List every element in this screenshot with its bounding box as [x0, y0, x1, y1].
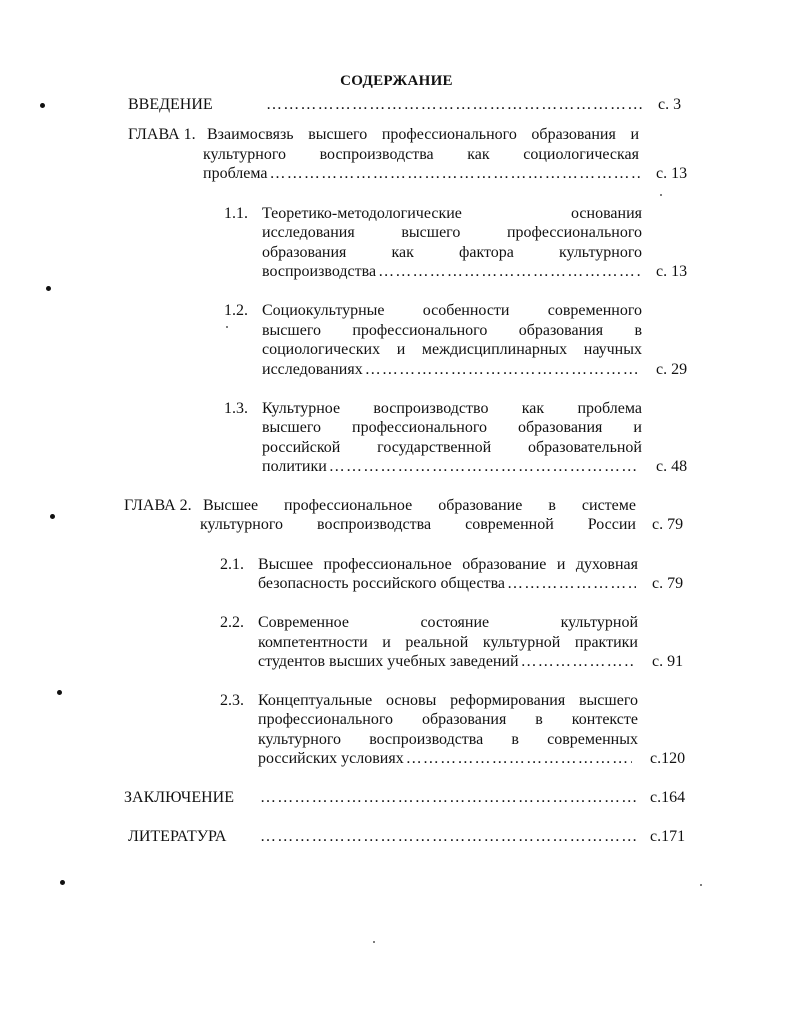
- section-title-line: политики: [262, 458, 327, 475]
- scan-mark: [57, 690, 62, 695]
- dot-leader: [260, 788, 636, 808]
- toc-entry-label: ЗАКЛЮЧЕНИЕ: [124, 789, 234, 806]
- toc-page-number: с. 13: [656, 165, 688, 182]
- dot-leader: [329, 457, 640, 477]
- toc-page-number: с. 3: [658, 96, 682, 113]
- toc-page-number: с. 48: [656, 458, 688, 475]
- toc-page-number: с.164: [650, 789, 686, 806]
- chapter-title-line: культурного воспроизводства современной России: [200, 516, 636, 533]
- section-title-last-line: [258, 652, 638, 672]
- toc-entry-intro: [128, 95, 648, 115]
- chapter-title-last-line: [203, 164, 643, 184]
- dot-leader: [365, 360, 640, 380]
- section-title-last-line: [262, 262, 642, 282]
- toc-page-number: с.120: [650, 750, 686, 767]
- section-title-line: российских условиях: [258, 750, 404, 767]
- section-number: 1.2.: [224, 302, 248, 319]
- dot-leader: [507, 574, 636, 594]
- dot-leader: [266, 95, 646, 115]
- chapter-title-line: Взаимосвязь высшего профессионального образования и: [207, 126, 639, 143]
- toc-page-number: с. 13: [656, 263, 688, 280]
- section-title-last-line: [258, 574, 638, 594]
- section-number: 2.1.: [220, 556, 244, 573]
- chapter-title-line: проблема: [203, 165, 268, 182]
- toc-page-number: с.171: [650, 828, 686, 845]
- section-title-last-line: [258, 749, 634, 769]
- toc-page-number: с. 79: [652, 516, 684, 533]
- section-title-line: исследования высшего профессионального: [262, 224, 642, 241]
- section-title-line: культурного воспроизводства в современных: [258, 731, 638, 748]
- chapter-title-line: Высшее профессиональное образование в системе: [203, 497, 636, 514]
- section-number: 1.3.: [224, 400, 248, 417]
- section-title-line: Концептуальные основы реформирования высшего: [258, 692, 638, 709]
- section-title-line: воспроизводства: [262, 263, 377, 280]
- toc-page-number: с. 79: [652, 575, 684, 592]
- scan-mark: [50, 514, 55, 519]
- section-title-line: Культурное воспроизводство как проблема: [262, 400, 642, 417]
- section-title-line: социологических и междисциплинарных научных: [262, 341, 642, 358]
- scan-speck: [660, 194, 662, 196]
- page-title: СОДЕРЖАНИЕ: [340, 73, 453, 89]
- toc-entry-literature: [128, 827, 638, 847]
- scan-speck: [700, 884, 702, 886]
- section-title-line: студентов высших учебных заведений: [258, 653, 519, 670]
- section-title-line: Высшее профессиональное образование и духовная: [258, 556, 638, 573]
- section-title-line: высшего профессионального образования в: [262, 322, 642, 339]
- section-title-line: Теоретико-методологические основания: [262, 205, 642, 222]
- scan-mark: [60, 880, 65, 885]
- section-title-line: российской государственной образовательной: [262, 439, 642, 456]
- section-title-last-line: [262, 457, 642, 477]
- scan-mark: [40, 103, 45, 108]
- toc-entry-label: ВВЕДЕНИЕ: [128, 96, 213, 113]
- toc-page-number: с. 91: [652, 653, 684, 670]
- section-title-line: компетентности и реальной культурной практики: [258, 634, 638, 651]
- section-title-line: профессионального образования в контексте: [258, 711, 638, 728]
- chapter-title-line: культурного воспроизводства как социологическая: [203, 146, 639, 163]
- toc-entry-label: ЛИТЕРАТУРА: [128, 828, 227, 845]
- scan-mark: [46, 286, 51, 291]
- toc-page-number: с. 29: [656, 361, 688, 378]
- chapter-number: ГЛАВА 2.: [124, 497, 192, 514]
- dot-leader: [260, 827, 636, 847]
- chapter-number: ГЛАВА 1.: [128, 126, 196, 143]
- dot-leader: [378, 262, 640, 282]
- section-number: 2.2.: [220, 614, 244, 631]
- section-title-line: образования как фактора культурного: [262, 244, 642, 261]
- scan-speck: [373, 941, 375, 943]
- scan-speck: [226, 326, 228, 328]
- section-title-line: Социокультурные особенности современного: [262, 302, 642, 319]
- section-title-last-line: [262, 360, 642, 380]
- section-number: 1.1.: [224, 205, 248, 222]
- dot-leader: [270, 164, 641, 184]
- section-title-line: безопасность российского общества: [258, 575, 506, 592]
- section-title-line: исследованиях: [262, 361, 363, 378]
- toc-entry-conclusion: [124, 788, 638, 808]
- dot-leader: [406, 749, 632, 769]
- dot-leader: [521, 652, 636, 672]
- section-number: 2.3.: [220, 692, 244, 709]
- section-title-line: Современное состояние культурной: [258, 614, 638, 631]
- section-title-line: высшего профессионального образования и: [262, 419, 642, 436]
